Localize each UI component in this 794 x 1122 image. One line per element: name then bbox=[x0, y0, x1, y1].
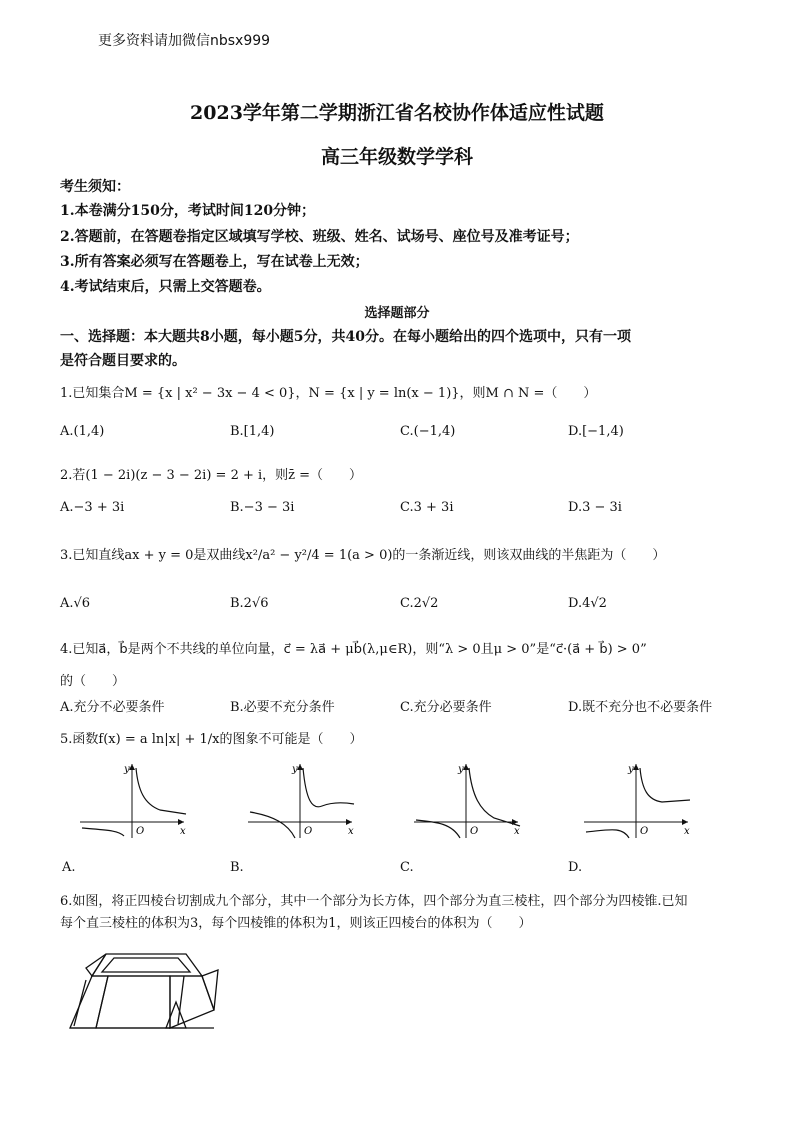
graph-d-origin: O bbox=[640, 826, 649, 837]
graph-a-origin: O bbox=[136, 826, 145, 837]
question-6-stem-line2: 每个直三棱柱的体积为3，每个四棱锥的体积为1，则该正四棱台的体积为（ ） bbox=[60, 916, 532, 931]
q3-option-a: A.√6 bbox=[60, 596, 91, 611]
graph-a-x-label: x bbox=[180, 826, 186, 837]
exam-title: 2023学年第二学期浙江省名校协作体适应性试题 bbox=[190, 102, 604, 124]
graph-c-y-label: y bbox=[458, 764, 464, 775]
instruction-item: 2.答题前，在答题卷指定区域填写学校、班级、姓名、试场号、座位号及准考证号； bbox=[60, 229, 579, 245]
frustum-figure bbox=[66, 940, 226, 1040]
graph-b bbox=[248, 760, 358, 840]
question-4-stem-cont: 的（ ） bbox=[60, 674, 126, 689]
q4-option-b: B.必要不充分条件 bbox=[230, 700, 335, 715]
part-heading: 一、选择题：本大题共8小题，每小题5分，共40分。在每小题给出的四个选项中，只有一项 bbox=[60, 329, 631, 345]
question-2-stem: 2.若(1 − 2i)(z − 3 − 2i) = 2 + i，则z̄ =（ ） bbox=[60, 468, 363, 483]
instruction-item: 3.所有答案必须写在答题卷上，写在试卷上无效； bbox=[60, 254, 369, 270]
q3-option-d: D.4√2 bbox=[568, 596, 607, 611]
q4-option-a: A.充分不必要条件 bbox=[60, 700, 165, 715]
q3-option-c: C.2√2 bbox=[400, 596, 439, 611]
q2-option-d: D.3 − 3i bbox=[568, 500, 622, 515]
q1-option-d: D.[−1,4) bbox=[568, 424, 624, 439]
exam-subtitle: 高三年级数学学科 bbox=[320, 146, 473, 168]
instruction-item: 4.考试结束后，只需上交答题卷。 bbox=[60, 279, 271, 295]
graph-d-label: D. bbox=[568, 860, 583, 875]
graph-b-origin: O bbox=[304, 826, 313, 837]
graph-b-label: B. bbox=[230, 860, 244, 875]
q4-option-c: C.充分必要条件 bbox=[400, 700, 492, 715]
q1-option-c: C.(−1,4) bbox=[400, 424, 456, 439]
question-3-stem: 3.已知直线ax + y = 0是双曲线x²/a² − y²/4 = 1(a > 0)的一条渐近线，则该双曲线的半焦距为（ ） bbox=[60, 548, 666, 563]
question-5-stem: 5.函数f(x) = a ln|x| + 1/x的图象不可能是（ ） bbox=[60, 732, 363, 747]
graph-c-label: C. bbox=[400, 860, 414, 875]
graph-c-x-label: x bbox=[514, 826, 520, 837]
graph-b-x-label: x bbox=[348, 826, 354, 837]
question-6-stem-line1: 6.如图，将正四棱台切割成九个部分，其中一个部分为长方体，四个部分为直三棱柱，四个部分为四棱锥.已知 bbox=[60, 894, 688, 909]
graph-a bbox=[80, 760, 190, 840]
graph-d-y-label: y bbox=[628, 764, 634, 775]
part-heading-cont: 是符合题目要求的。 bbox=[60, 353, 186, 369]
q3-option-b: B.2√6 bbox=[230, 596, 269, 611]
header-note: 更多资料请加微信nbsx999 bbox=[98, 33, 271, 49]
graph-a-y-label: y bbox=[124, 764, 130, 775]
question-1-stem: 1.已知集合M = {x | x² − 3x − 4 < 0}，N = {x | y = ln(x − 1)}，则M ∩ N =（ ） bbox=[60, 386, 597, 401]
graph-a-label: A. bbox=[62, 860, 76, 875]
q2-option-a: A.−3 + 3i bbox=[60, 500, 125, 515]
graph-c bbox=[414, 760, 524, 840]
instructions-heading: 考生须知： bbox=[60, 179, 130, 195]
q2-option-b: B.−3 − 3i bbox=[230, 500, 295, 515]
question-4-stem: 4.已知a⃗，b⃗是两个不共线的单位向量，c⃗ = λa⃗ + μb⃗(λ,μ∈R)，则“λ > 0且μ > 0”是“c⃗·(a⃗ + b⃗) > 0” bbox=[60, 642, 647, 657]
graph-d-x-label: x bbox=[684, 826, 690, 837]
graph-b-y-label: y bbox=[292, 764, 298, 775]
q4-option-d: D.既不充分也不必要条件 bbox=[568, 700, 713, 715]
instruction-item: 1.本卷满分150分，考试时间120分钟； bbox=[60, 203, 316, 219]
q1-option-b: B.[1,4) bbox=[230, 424, 275, 439]
graph-d bbox=[584, 760, 694, 840]
q1-option-a: A.(1,4) bbox=[60, 424, 105, 439]
section-title: 选择题部分 bbox=[364, 306, 430, 321]
q2-option-c: C.3 + 3i bbox=[400, 500, 454, 515]
graph-c-origin: O bbox=[470, 826, 479, 837]
